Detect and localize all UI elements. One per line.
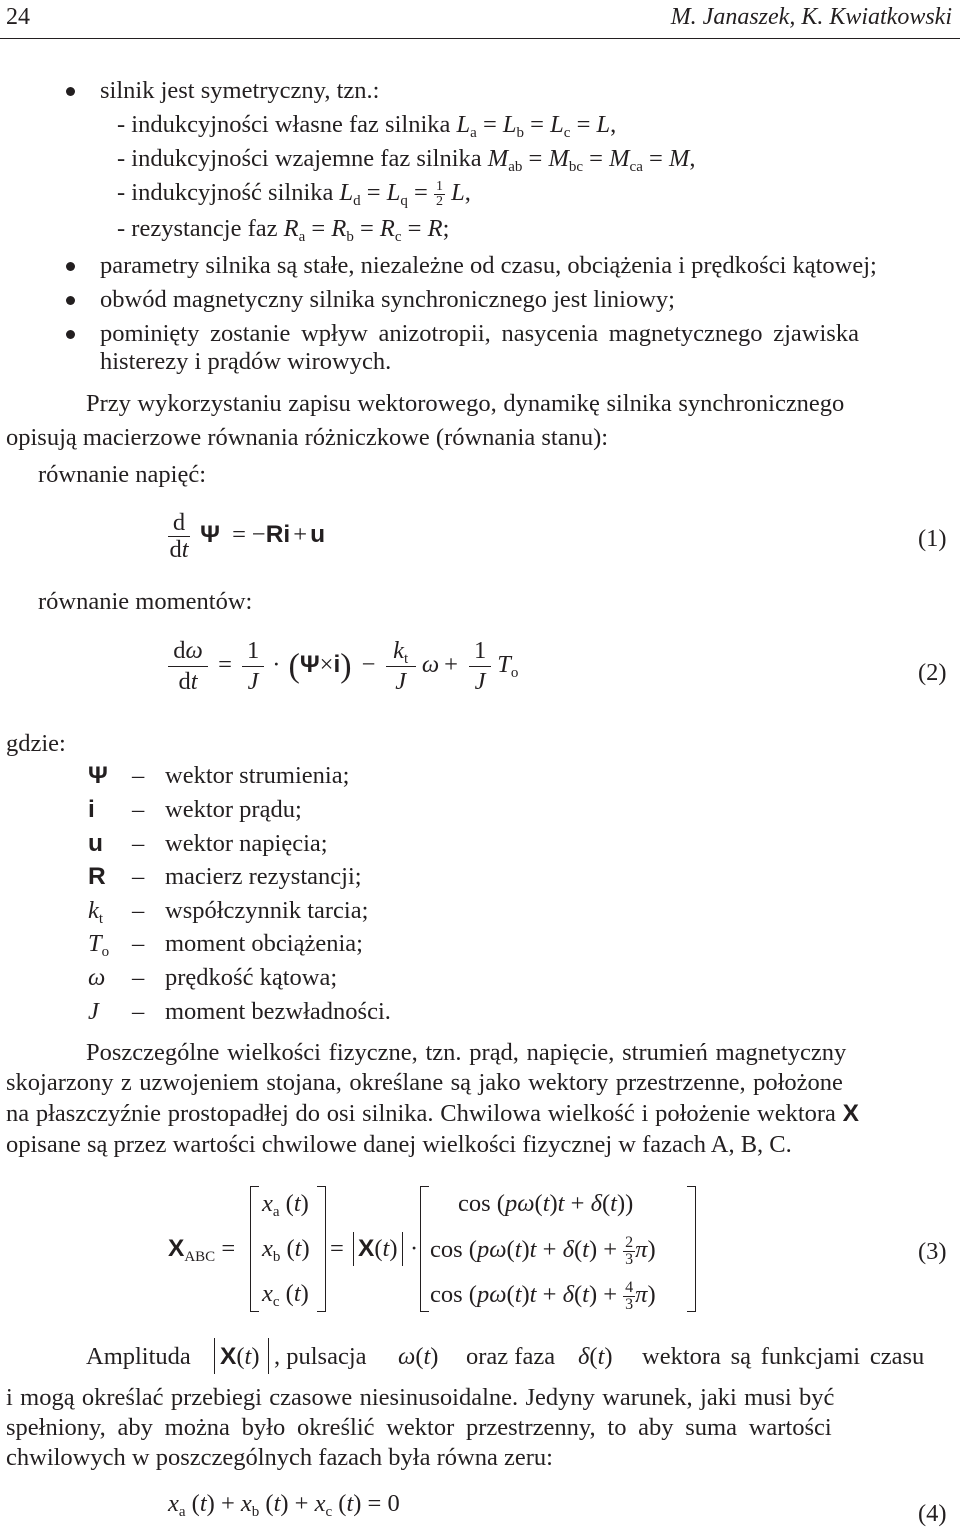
paragraph-word: , pulsacja bbox=[274, 1343, 367, 1370]
legend-symbol-omega: ω bbox=[88, 964, 106, 991]
vector-bracket-right bbox=[687, 1186, 696, 1312]
legend-dash: – bbox=[132, 964, 145, 991]
legend-desc-i: wektor prądu; bbox=[165, 796, 302, 823]
equation-number-3: (3) bbox=[918, 1238, 947, 1265]
inline-amplitude: X(t) bbox=[220, 1343, 260, 1370]
legend-desc-omega: prędkość kątowa; bbox=[165, 964, 338, 991]
cos-entry-c: cos (pω(t)t + δ(t) + $\frac{4}{3}$ π) bbox=[430, 1279, 656, 1313]
vector-entry-a: $x_a$ (t) bbox=[262, 1190, 309, 1220]
cos-entry-a: cos (pω(t)t + δ(t)) bbox=[458, 1190, 634, 1217]
legend-dash: – bbox=[132, 930, 145, 957]
bullet-dot bbox=[66, 262, 75, 271]
paragraph-word: wektora są funkcjami czasu bbox=[642, 1343, 925, 1370]
running-header-authors: M. Janaszek, K. Kwiatkowski bbox=[670, 4, 952, 30]
legend-desc-kt: współczynnik tarcia; bbox=[165, 897, 369, 924]
legend-symbol-r: R bbox=[88, 863, 106, 890]
bullet-dot bbox=[66, 296, 75, 305]
bullet-dot bbox=[66, 87, 75, 96]
legend-dash: – bbox=[132, 897, 145, 924]
equation-number-4: (4) bbox=[918, 1500, 947, 1527]
sub-item-resistance: - rezystancje faz $R_a = R_b = R_c = R$; bbox=[117, 215, 450, 245]
legend-dash: – bbox=[132, 796, 145, 823]
page-number: 24 bbox=[6, 4, 30, 30]
sub-item-self-inductance: - indukcyjności własne faz silnika $L_a = L_b = L_c = L$, bbox=[117, 111, 617, 141]
bullet-constant-params: parametry silnika są stałe, niezależne od czasu, obciążenia i prędkości kątowej; bbox=[100, 252, 877, 279]
inline-delta: δ(t) bbox=[578, 1343, 613, 1370]
legend-desc-r: macierz rezystancji; bbox=[165, 863, 362, 890]
paragraph-line: skojarzony z uzwojeniem stojana, określane są jako wektory przestrzenne, położone bbox=[6, 1069, 843, 1096]
abs-bar bbox=[353, 1232, 354, 1266]
equation-1: $\frac{d}{dt}$ Ψ = −Ri + u bbox=[169, 509, 326, 563]
label-moment-equation: równanie momentów: bbox=[38, 588, 253, 615]
legend-dash: – bbox=[132, 830, 145, 857]
abs-bar bbox=[402, 1232, 403, 1266]
paragraph-line: chwilowych w poszczególnych fazach była równa zeru: bbox=[6, 1444, 553, 1471]
abs-bar bbox=[268, 1338, 269, 1374]
equation-3-amplitude: = bbox=[330, 1235, 344, 1262]
paragraph-line: Przy wykorzystaniu zapisu wektorowego, dynamikę silnika synchronicznego bbox=[86, 390, 845, 417]
equation-4: $x_a$ $(t) + x_b$ $(t) + x_c$ (t) = 0 bbox=[168, 1490, 400, 1520]
legend-symbol-psi: Ψ bbox=[88, 762, 108, 789]
equation-3-dot: · bbox=[410, 1235, 419, 1262]
legend-symbol-j: J bbox=[88, 998, 99, 1025]
bullet-linear-circuit: obwód magnetyczny silnika synchronicznego jest liniowy; bbox=[100, 286, 675, 313]
paragraph-word: oraz faza bbox=[466, 1343, 556, 1370]
cos-entry-b: cos (pω(t)t + δ(t) + $\frac{2}{3}$ π) bbox=[430, 1234, 656, 1268]
legend-symbol-kt: $k_t$ bbox=[88, 897, 104, 927]
bullet-omitted-effects: pominięty zostanie wpływ anizotropii, nasycenia magnetycznego zjawiska bbox=[100, 320, 859, 347]
paragraph-line: opisane są przez wartości chwilowe danej wielkości fizycznej w fazach A, B, C. bbox=[6, 1131, 792, 1158]
legend-symbol-to: $T_o$ bbox=[88, 930, 110, 960]
paragraph-line: i mogą określać przebiegi czasowe niesinusoidalne. Jedyny warunek, jaki musi być bbox=[6, 1384, 835, 1411]
paragraph-word: Amplituda bbox=[86, 1343, 191, 1370]
paragraph-line: Poszczególne wielkości fizyczne, tzn. prąd, napięcie, strumień magnetyczny bbox=[86, 1039, 847, 1066]
paragraph-line: opisują macierzowe równania różniczkowe (równania stanu): bbox=[6, 424, 609, 451]
header-rule bbox=[0, 38, 960, 39]
abs-bar bbox=[214, 1338, 215, 1374]
vector-entry-c: $x_c$ (t) bbox=[262, 1280, 309, 1310]
equation-number-1: (1) bbox=[918, 525, 947, 552]
legend-symbol-u: u bbox=[88, 830, 103, 857]
legend-symbol-i: i bbox=[88, 796, 95, 823]
label-where: gdzie: bbox=[6, 730, 66, 757]
legend-dash: – bbox=[132, 863, 145, 890]
equation-number-2: (2) bbox=[918, 659, 947, 686]
equation-3-lhs: $X_{ABC}$ = bbox=[168, 1235, 236, 1265]
sub-item-inductance: - indukcyjność silnika $L_d = L_q$ = $\frac{1}{2}$ L, bbox=[117, 178, 471, 209]
vector-bracket-left bbox=[250, 1186, 259, 1312]
paragraph-line: spełniony, aby można było określić wektor przestrzenny, to aby suma wartości bbox=[6, 1414, 832, 1441]
equation-2: $\frac{d\omega}{dt}$ = $\frac{1}{J}$ · (Ψ×i) − $\frac{k_t}{J}$ ω + $\frac{1}{J}$ $T_o$ bbox=[168, 636, 518, 697]
vector-bracket-right bbox=[317, 1186, 326, 1312]
legend-dash: – bbox=[132, 998, 145, 1025]
vector-entry-b: $x_b$ (t) bbox=[262, 1235, 310, 1265]
sub-item-mutual-inductance: - indukcyjności wzajemne faz silnika $M_{ab} = M_{bc} = M_{ca} = M$, bbox=[117, 145, 696, 175]
inline-omega: ω(t) bbox=[398, 1343, 439, 1370]
bullet-omitted-effects-cont: histerezy i prądów wirowych. bbox=[100, 348, 392, 375]
bullet-symmetric: silnik jest symetryczny, tzn.: bbox=[100, 77, 380, 104]
legend-dash: – bbox=[132, 762, 145, 789]
vector-bracket-left bbox=[420, 1186, 429, 1312]
equation-3-amplitude-x: X(t) bbox=[358, 1235, 398, 1262]
legend-desc-u: wektor napięcia; bbox=[165, 830, 328, 857]
bullet-dot bbox=[66, 330, 75, 339]
legend-desc-j: moment bezwładności. bbox=[165, 998, 391, 1025]
paragraph-line: na płaszczyźnie prostopadłej do osi silnika. Chwilowa wielkość i położenie wektora X bbox=[6, 1100, 860, 1127]
legend-desc-to: moment obciążenia; bbox=[165, 930, 363, 957]
legend-desc-psi: wektor strumienia; bbox=[165, 762, 350, 789]
label-voltage-equation: równanie napięć: bbox=[38, 461, 207, 488]
